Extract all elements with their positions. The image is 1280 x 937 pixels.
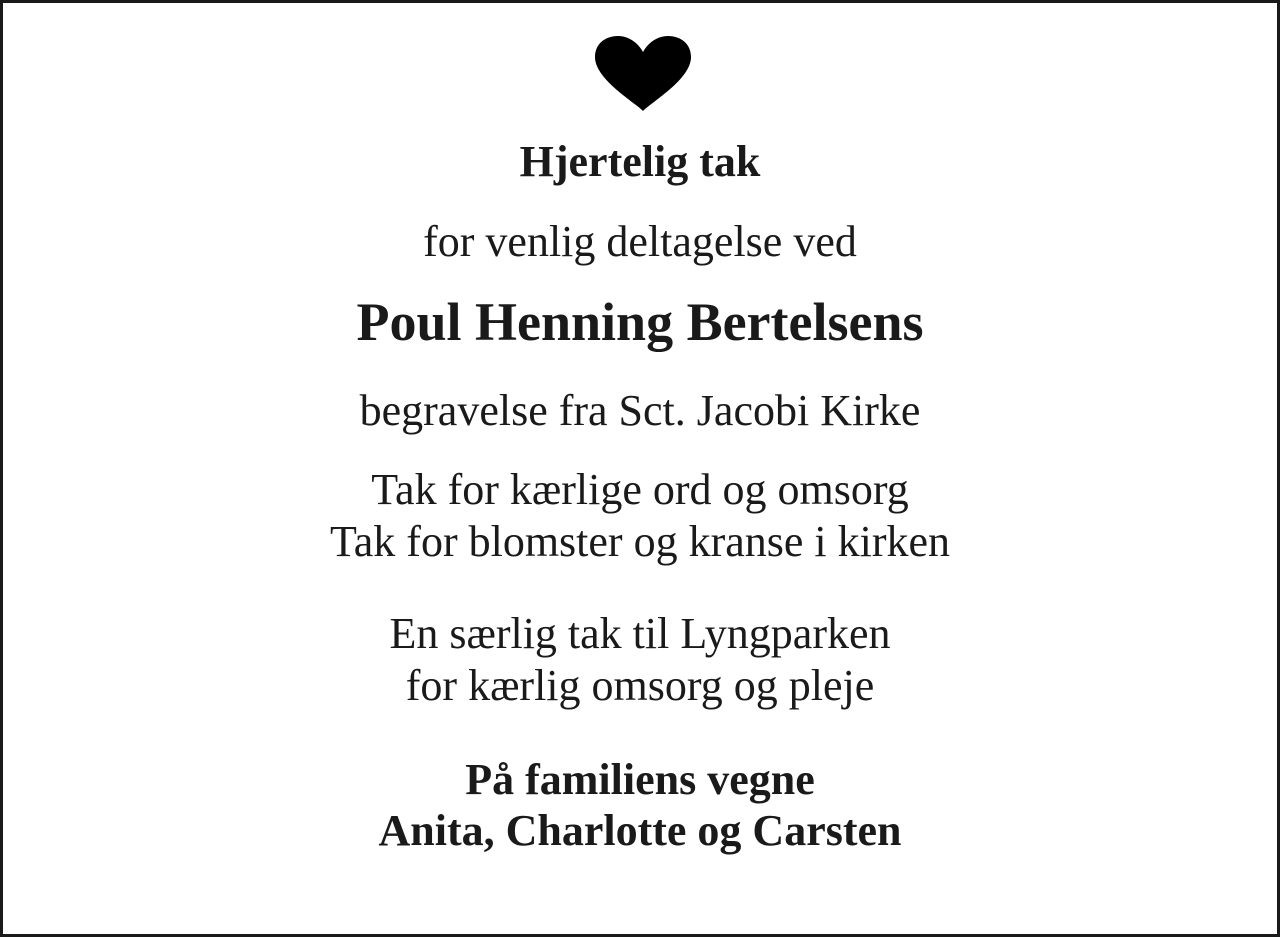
thanks-line: Tak for kærlige ord og omsorg	[371, 465, 909, 514]
notice-heading: Hjertelig tak	[519, 137, 761, 186]
ceremony-text: begravelse fra Sct. Jacobi Kirke	[359, 386, 921, 435]
deceased-name: Poul Henning Bertelsens	[356, 292, 924, 352]
signature-line: På familiens vegne	[465, 755, 815, 804]
intro-text: for venlig deltagelse ved	[423, 217, 857, 266]
heart-icon	[593, 35, 693, 111]
special-thanks-line: for kærlig omsorg og pleje	[405, 661, 875, 710]
special-thanks-line: En særlig tak til Lyngparken	[389, 609, 891, 658]
thanks-line: Tak for blomster og kranse i kirken	[329, 517, 951, 566]
signature-names: Anita, Charlotte og Carsten	[378, 806, 902, 855]
